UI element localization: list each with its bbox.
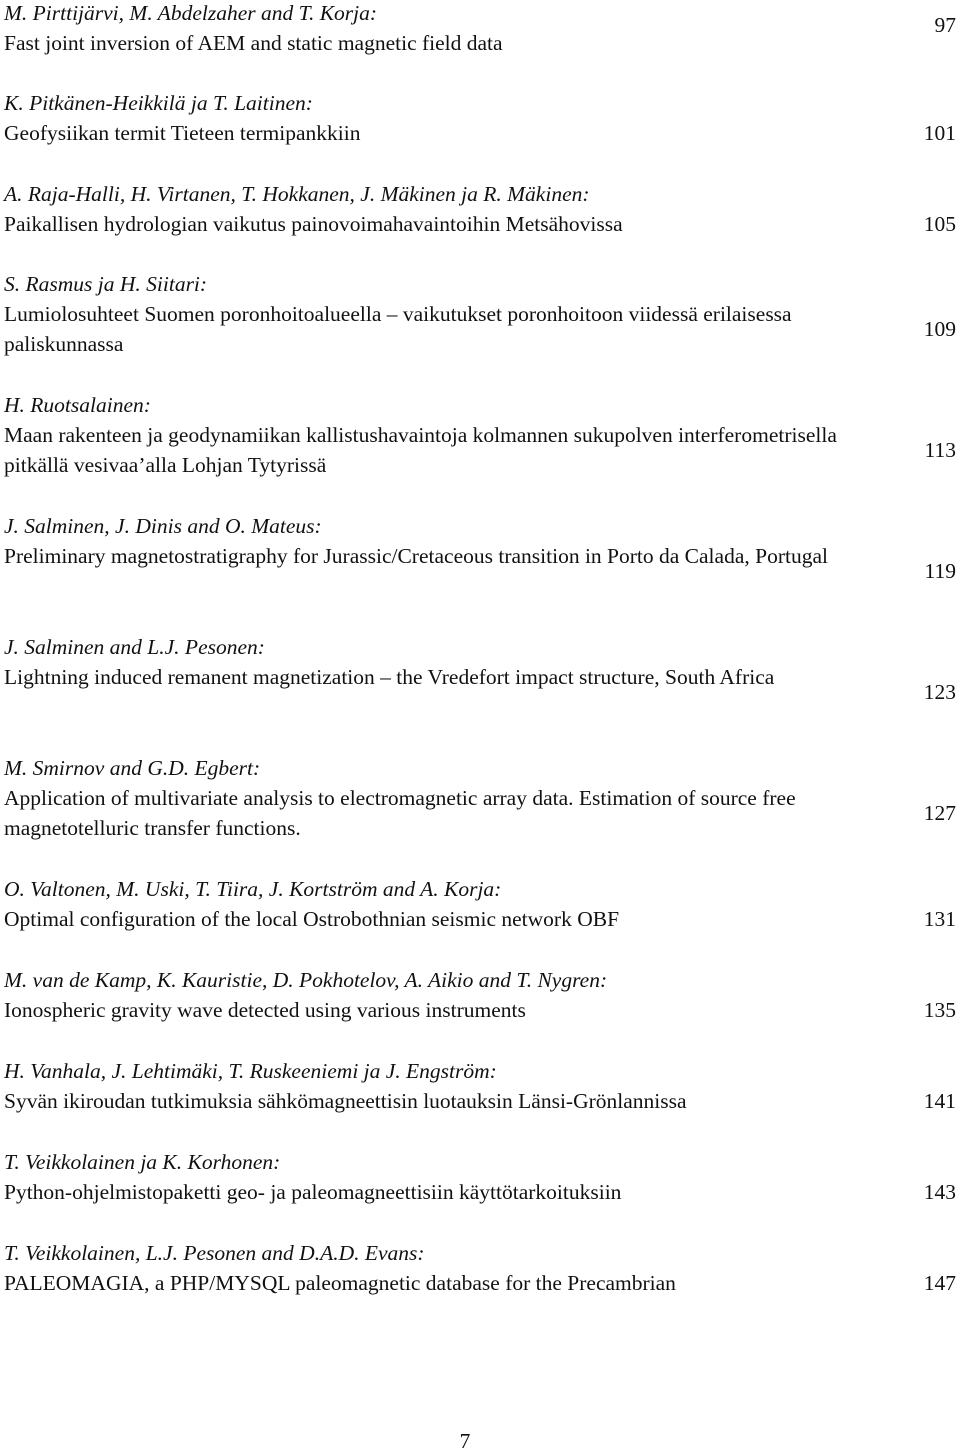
toc-entry	[4, 874, 956, 934]
entry-page-number: 101	[923, 121, 956, 145]
toc-entry	[4, 1056, 956, 1116]
entry-page-number: 135	[923, 998, 956, 1022]
entry-title: Paikallisen hydrologian vaikutus painovoimahavaintoihin Metsähovissa	[4, 212, 623, 236]
entry-title: Maan rakenteen ja geodynamiikan kallistushavaintoja kolmannen sukupolven interferometrisella pitkällä vesivaa’alla Lohjan Tytyrissä	[4, 423, 837, 477]
toc-entry	[4, 965, 956, 1025]
entry-page-number: 113	[924, 438, 956, 462]
entry-authors: S. Rasmus ja H. Siitari:	[4, 272, 208, 296]
entry-page-number: 109	[923, 317, 956, 341]
entry-page-number: 127	[923, 801, 956, 825]
toc-entry	[4, 1238, 956, 1298]
entry-authors: M. van de Kamp, K. Kauristie, D. Pokhotelov, A. Aikio and T. Nygren:	[4, 968, 608, 992]
entry-title: Optimal configuration of the local Ostrobothnian seismic network OBF	[4, 907, 620, 931]
entry-authors: K. Pitkänen-Heikkilä ja T. Laitinen:	[4, 91, 313, 115]
entry-authors: A. Raja-Halli, H. Virtanen, T. Hokkanen, J. Mäkinen ja R. Mäkinen:	[4, 182, 590, 206]
toc-entry	[4, 179, 956, 239]
entry-page-number: 143	[923, 1180, 956, 1204]
toc-entry	[4, 269, 956, 359]
entry-authors: J. Salminen and L.J. Pesonen:	[4, 635, 265, 659]
toc-entry	[4, 390, 956, 480]
toc-entry	[4, 0, 956, 58]
entry-authors: J. Salminen, J. Dinis and O. Mateus:	[4, 514, 322, 538]
entry-authors: T. Veikkolainen, L.J. Pesonen and D.A.D. Evans:	[4, 1241, 425, 1265]
entry-authors: H. Ruotsalainen:	[4, 393, 151, 417]
toc-entry	[4, 632, 956, 704]
toc-entry	[4, 1147, 956, 1207]
entry-page-number: 97	[934, 13, 956, 37]
entry-title: Syvän ikiroudan tutkimuksia sähkömagneettisin luotauksin Länsi-Grönlannissa	[4, 1089, 687, 1113]
entry-page-number: 105	[923, 212, 956, 236]
entry-authors: M. Pirttijärvi, M. Abdelzaher and T. Korja:	[4, 1, 378, 25]
entry-title: Python-ohjelmistopaketti geo- ja paleomagneettisiin käyttötarkoituksiin	[4, 1180, 622, 1204]
toc-entry	[4, 753, 956, 843]
entry-authors: H. Vanhala, J. Lehtimäki, T. Ruskeeniemi ja J. Engström:	[4, 1059, 497, 1083]
entry-authors: O. Valtonen, M. Uski, T. Tiira, J. Kortström and A. Korja:	[4, 877, 502, 901]
entry-page-number: 131	[923, 907, 956, 931]
toc-entry	[4, 88, 956, 148]
entry-title: Ionospheric gravity wave detected using various instruments	[4, 998, 526, 1022]
entry-title: Lumiolosuhteet Suomen poronhoitoalueella – vaikutukset poronhoitoon viidessä erilaisessa paliskunnassa	[4, 302, 792, 356]
entry-title: Fast joint inversion of AEM and static magnetic field data	[4, 31, 503, 55]
entry-authors: M. Smirnov and G.D. Egbert:	[4, 756, 261, 780]
entry-page-number: 123	[923, 680, 956, 704]
entry-title: Lightning induced remanent magnetization – the Vredefort impact structure, South Africa	[4, 665, 775, 689]
entry-page-number: 141	[923, 1089, 956, 1113]
entry-title: PALEOMAGIA, a PHP/MYSQL paleomagnetic database for the Precambrian	[4, 1271, 676, 1295]
entry-authors: T. Veikkolainen ja K. Korhonen:	[4, 1150, 281, 1174]
entry-title: Application of multivariate analysis to electromagnetic array data. Estimation of source free magnetotelluric transfer functions.	[4, 786, 796, 840]
entry-title: Preliminary magnetostratigraphy for Jurassic/Cretaceous transition in Porto da Calada, Portugal	[4, 544, 828, 568]
entry-title: Geofysiikan termit Tieteen termipankkiin	[4, 121, 361, 145]
toc-entry	[4, 511, 956, 583]
footer-page-number: 7	[459, 1429, 471, 1453]
entry-page-number: 147	[923, 1271, 956, 1295]
entry-page-number: 119	[924, 559, 956, 583]
